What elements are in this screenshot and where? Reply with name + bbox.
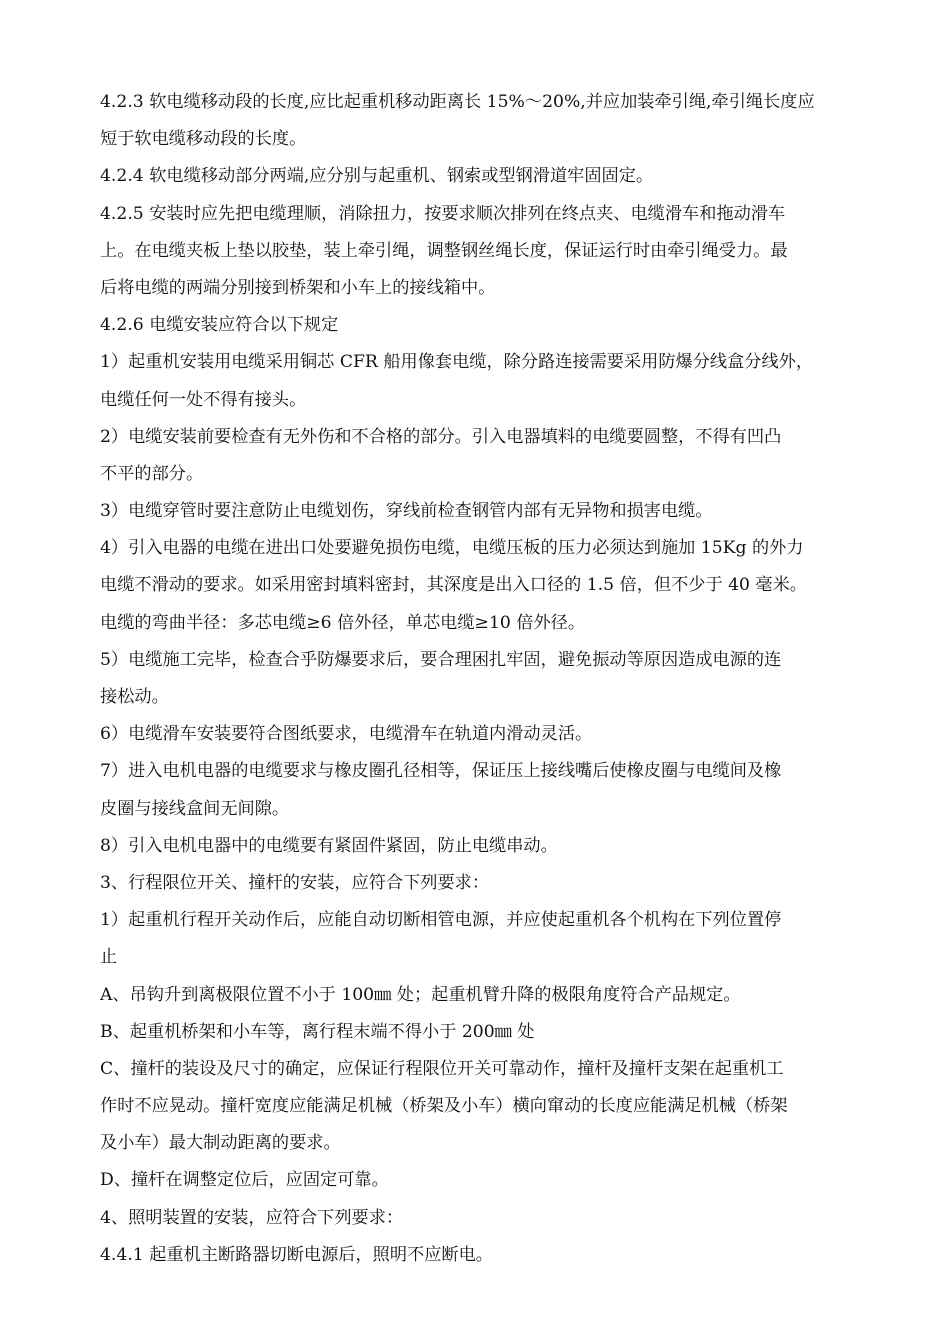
text-line: 电缆的弯曲半径：多芯电缆≥6 倍外径，单芯电缆≥10 倍外径。 xyxy=(100,612,586,633)
text-line: 7）进入电机电器的电缆要求与橡皮圈孔径相等，保证压上接线嘴后使橡皮圈与电缆间及橡 xyxy=(100,761,782,782)
text-line: 4、照明装置的安装，应符合下列要求： xyxy=(100,1207,404,1228)
text-line: A、吊钩升到离极限位置不小于 100㎜ 处；起重机臂升降的极限角度符合产品规定。 xyxy=(100,984,741,1005)
text-line: 电缆不滑动的要求。如采用密封填料密封，其深度是出入口径的 1.5 倍，但不少于 40 毫米。 xyxy=(100,575,807,596)
text-line: 3）电缆穿管时要注意防止电缆划伤，穿线前检查钢管内部有无异物和损害电缆。 xyxy=(100,501,713,522)
text-line: B、起重机桥架和小车等，离行程末端不得小于 200㎜ 处 xyxy=(100,1021,535,1042)
text-line: 1）起重机安装用电缆采用铜芯 CFR 船用像套电缆，除分路连接需要采用防爆分线盒分线外， xyxy=(100,352,814,373)
text-line: 3、行程限位开关、撞杆的安装，应符合下列要求： xyxy=(100,872,490,893)
text-line: C、撞杆的装设及尺寸的确定，应保证行程限位开关可靠动作，撞杆及撞杆支架在起重机工 xyxy=(100,1058,784,1079)
text-line: 短于软电缆移动段的长度。 xyxy=(100,129,307,150)
text-line: 后将电缆的两端分别接到桥架和小车上的接线箱中。 xyxy=(100,277,496,298)
text-line: 上。在电缆夹板上垫以胶垫，装上牵引绳，调整钢丝绳长度，保证运行时由牵引绳受力。最 xyxy=(100,240,788,261)
text-line: 6）电缆滑车安装要符合图纸要求，电缆滑车在轨道内滑动灵活。 xyxy=(100,724,593,745)
text-line: 及小车）最大制动距离的要求。 xyxy=(100,1133,341,1154)
text-line: D、撞杆在调整定位后，应固定可靠。 xyxy=(100,1170,389,1191)
text-line: 4.2.4 软电缆移动部分两端,应分别与起重机、钢索或型钢滑道牢固固定。 xyxy=(100,166,654,187)
text-line: 4.2.5 安装时应先把电缆理顺，消除扭力，按要求顺次排列在终点夹、电缆滑车和拖动滑车 xyxy=(100,203,786,224)
text-line: 电缆任何一处不得有接头。 xyxy=(100,389,307,410)
text-line: 作时不应晃动。撞杆宽度应能满足机械（桥架及小车）横向窜动的长度应能满足机械（桥架 xyxy=(100,1096,788,1117)
text-line: 2）电缆安装前要检查有无外伤和不合格的部分。引入电器填料的电缆要圆整，不得有凹凸 xyxy=(100,426,782,447)
document-body xyxy=(100,84,880,1274)
text-line: 1）起重机行程开关动作后，应能自动切断相管电源，并应使起重机各个机构在下列位置停 xyxy=(100,910,782,931)
text-line: 止 xyxy=(100,947,118,968)
text-line: 4.4.1 起重机主断路器切断电源后，照明不应断电。 xyxy=(100,1244,493,1265)
text-line: 接松动。 xyxy=(100,687,169,707)
text-line: 8）引入电机电器中的电缆要有紧固件紧固，防止电缆串动。 xyxy=(100,835,558,856)
text-line: 4）引入电器的电缆在进出口处要避免损伤电缆，电缆压板的压力必须达到施加 15Kg 的外力 xyxy=(100,538,804,559)
text-line: 4.2.3 软电缆移动段的长度,应比起重机移动距离长 15%～20%,并应加装牵引绳,牵引绳长度应 xyxy=(100,92,815,112)
text-line: 4.2.6 电缆安装应符合以下规定 xyxy=(100,315,339,336)
text-line: 5）电缆施工完毕，检查合乎防爆要求后，要合理困扎牢固，避免振动等原因造成电源的连 xyxy=(100,649,782,670)
text-line: 不平的部分。 xyxy=(100,463,204,484)
text-line: 皮圈与接线盒间无间隙。 xyxy=(100,798,290,819)
